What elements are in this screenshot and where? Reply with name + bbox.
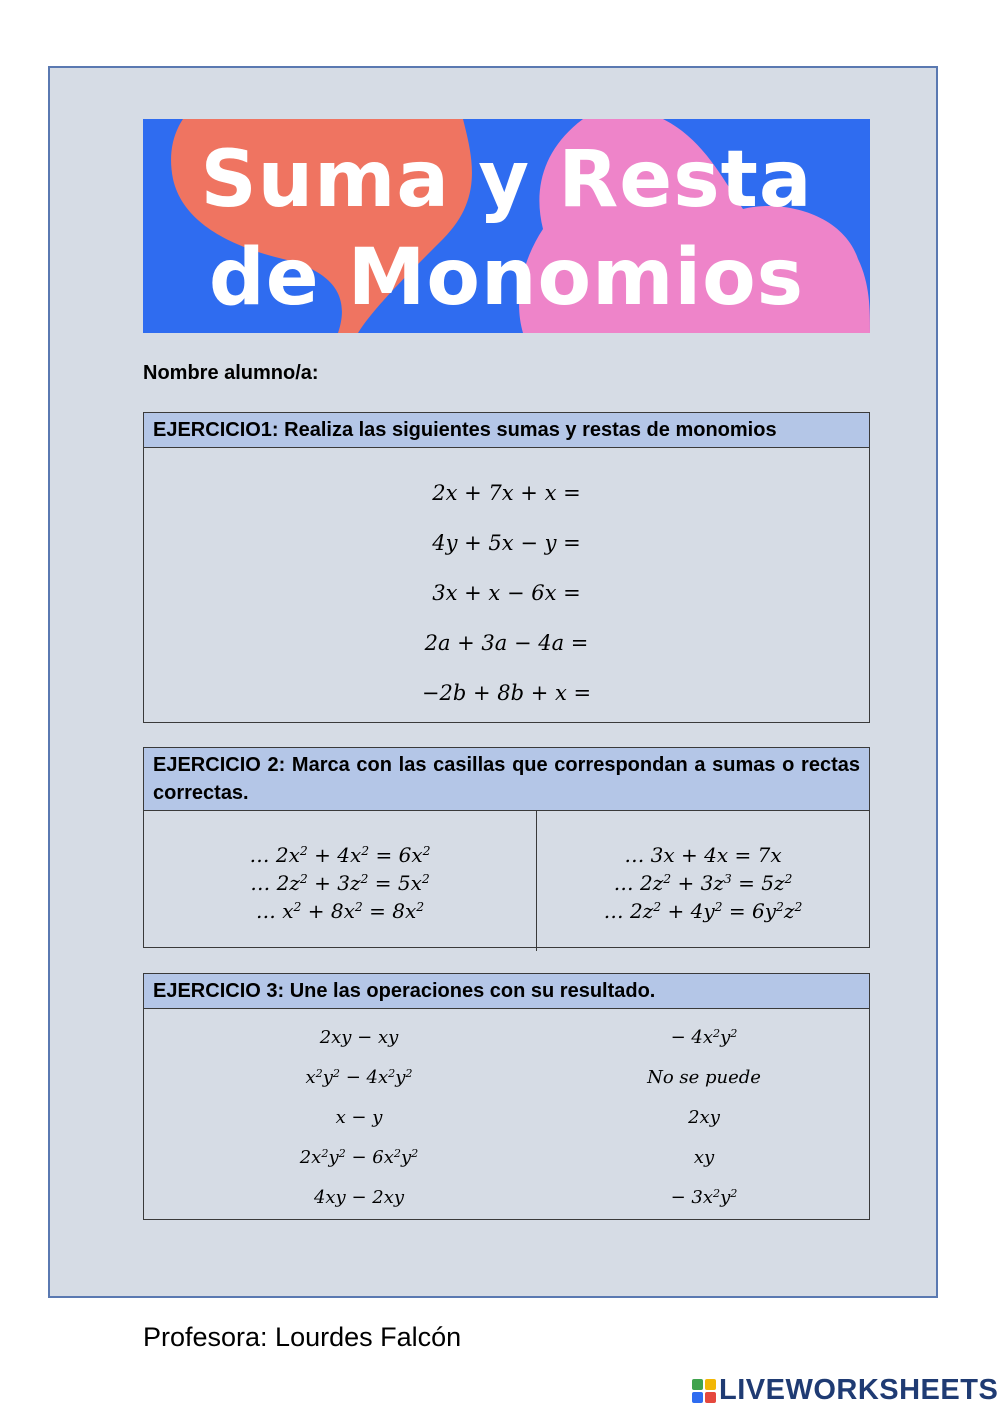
exercise-2-statement[interactable]: … $x^2 + 8x^2 = 8x^2$ bbox=[255, 899, 425, 923]
exercise-3-result[interactable]: − $4x^2y^2$ bbox=[670, 1026, 738, 1048]
banner-title-line-1: Suma y Resta bbox=[200, 135, 813, 225]
exercise-2-left-column bbox=[144, 811, 537, 951]
exercise-2-header: EJERCICIO 2: Marca con las casillas que correspondan a sumas o rectas correctas. bbox=[144, 748, 869, 811]
exercise-3-operations-column bbox=[144, 1021, 574, 1221]
exercise-3-result[interactable]: xy bbox=[693, 1147, 715, 1168]
exercise-1-operation: −2b + 8b + x = bbox=[421, 681, 592, 705]
teacher-name: Profesora: Lourdes Falcón bbox=[143, 1322, 462, 1352]
exercise-3-results-column bbox=[554, 1021, 854, 1221]
exercise-2-statement[interactable]: … $2x^2 + 4x^2 = 6x^2$ bbox=[249, 843, 431, 867]
exercise-3-operation[interactable]: $2x^2y^2 - 6x^2y^2$ bbox=[299, 1146, 419, 1168]
exercise-2-statement[interactable]: … $2z^2 + 4y^2 = 6y^2z^2$ bbox=[603, 899, 803, 923]
liveworksheets-brand-text: LIVEWORKSHEETS bbox=[719, 1374, 999, 1406]
exercise-2-statement[interactable]: … $2z^2 + 3z^3 = 5z^2$ bbox=[613, 871, 793, 895]
liveworksheets-logo-icon bbox=[692, 1379, 716, 1403]
exercise-3-operation[interactable]: x − y bbox=[335, 1107, 383, 1128]
exercise-1-header: EJERCICIO1: Realiza las siguientes sumas y restas de monomios bbox=[144, 413, 869, 448]
banner-title bbox=[143, 131, 870, 327]
exercise-2-box bbox=[143, 747, 870, 948]
exercise-3-operation[interactable]: 4xy − 2xy bbox=[313, 1187, 405, 1208]
exercise-1-operation: 4y + 5x − y = bbox=[432, 531, 581, 555]
exercise-3-box bbox=[143, 973, 870, 1220]
student-name-label: Nombre alumno/a: bbox=[143, 362, 319, 384]
title-banner bbox=[143, 119, 870, 333]
exercise-1-box bbox=[143, 412, 870, 723]
exercise-3-operation[interactable]: $x^2y^2 - 4x^2y^2$ bbox=[305, 1066, 413, 1088]
liveworksheets-logo bbox=[692, 1374, 998, 1407]
banner-title-line-2: de Monomios bbox=[208, 233, 805, 323]
exercise-3-header: EJERCICIO 3: Une las operaciones con su resultado. bbox=[144, 974, 869, 1009]
exercise-2-statement[interactable]: … 3x + 4x = 7x bbox=[624, 843, 782, 867]
exercise-3-result[interactable]: No se puede bbox=[647, 1067, 761, 1088]
exercise-1-operation: 2x + 7x + x = bbox=[432, 481, 581, 505]
exercise-1-operations bbox=[144, 448, 869, 724]
exercise-2-right-column bbox=[537, 811, 869, 951]
exercise-3-result[interactable]: − $3x^2y^2$ bbox=[670, 1186, 738, 1208]
exercise-1-operation: 3x + x − 6x = bbox=[432, 581, 581, 605]
exercise-1-operation: 2a + 3a − 4a = bbox=[424, 631, 589, 655]
exercise-2-statement[interactable]: … $2z^2 + 3z^2 = 5x^2$ bbox=[250, 871, 430, 895]
exercise-3-operation[interactable]: 2xy − xy bbox=[319, 1027, 399, 1048]
exercise-3-result[interactable]: 2xy bbox=[688, 1107, 720, 1128]
